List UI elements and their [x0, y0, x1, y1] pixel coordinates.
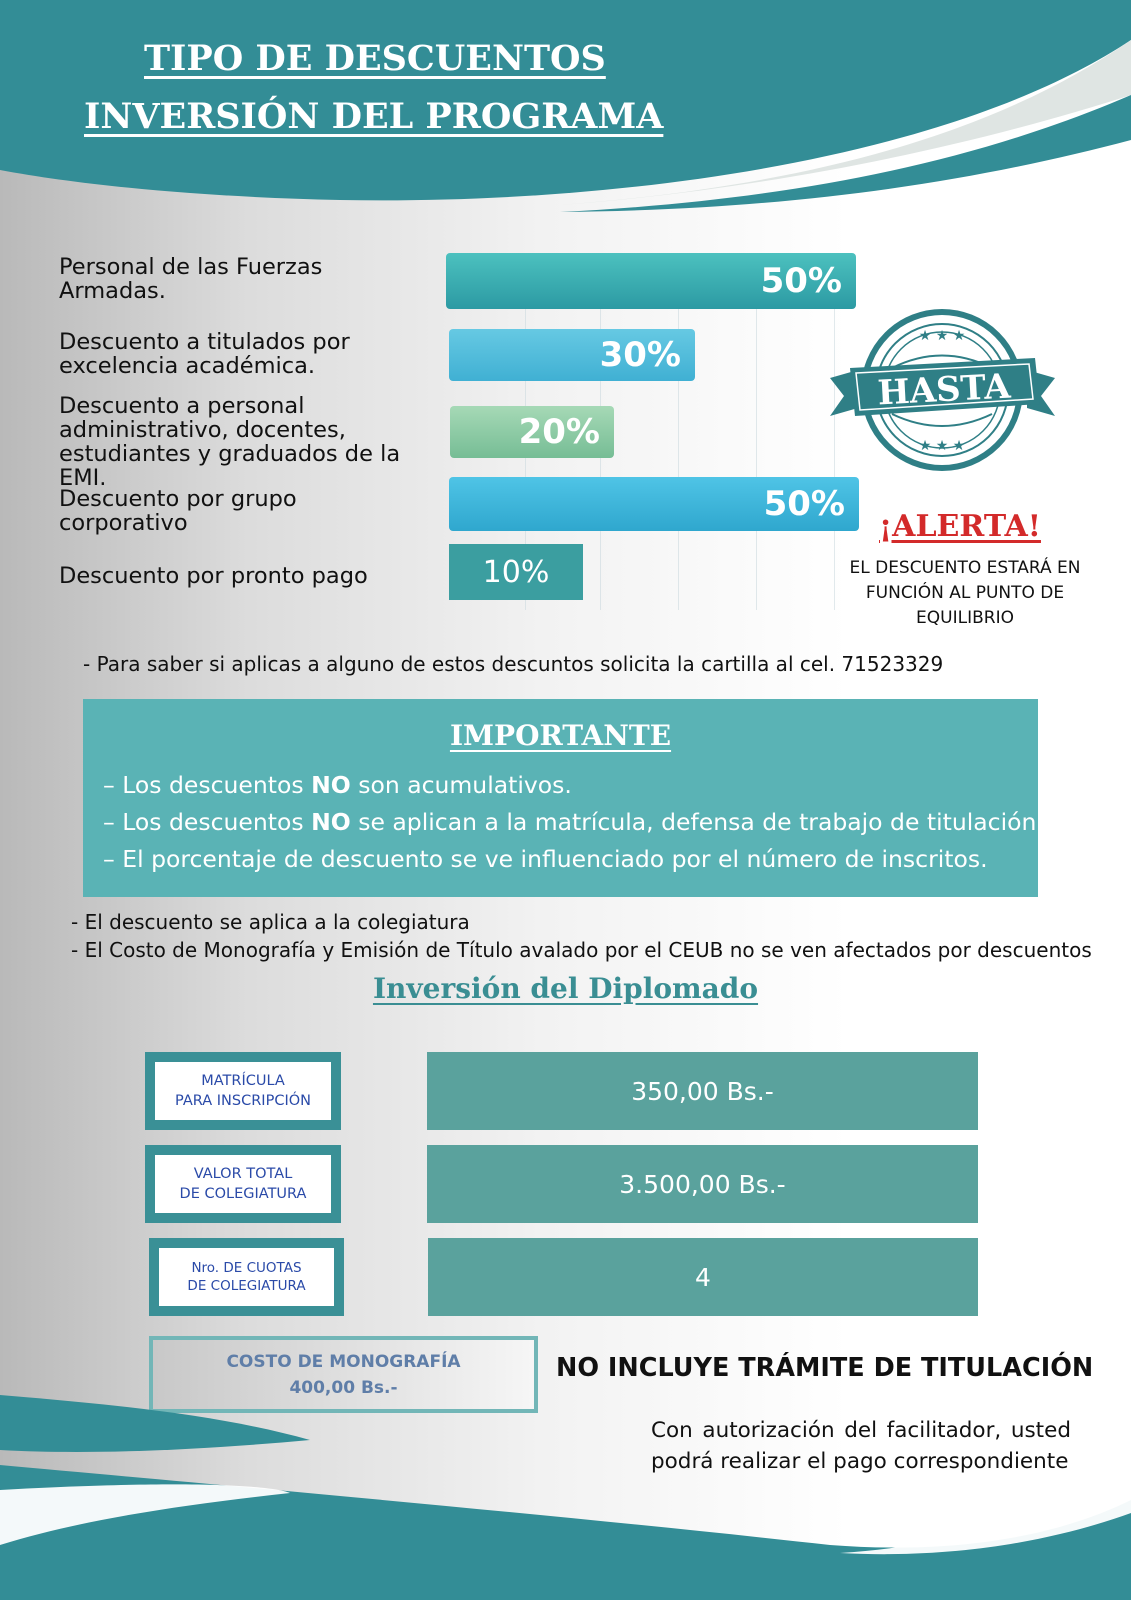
investment-title: Inversión del Diplomado: [372, 972, 759, 1005]
label-line: VALOR TOTAL: [193, 1166, 293, 1182]
installments-label-box: [149, 1238, 344, 1316]
bar-corporate: [449, 477, 859, 531]
bar-value-label: 50%: [763, 484, 845, 524]
svg-text:★ ★ ★: ★ ★ ★: [918, 438, 966, 454]
discount-label-armed-forces: [59, 255, 439, 303]
bar-early-payment: [449, 544, 583, 600]
text-segment: – Los descuentos: [103, 771, 312, 799]
label-line: DE COLEGIATURA: [179, 1186, 307, 1202]
text-segment: – Los descuentos: [103, 808, 312, 836]
alert-line: EL DESCUENTO ESTARÁ EN: [849, 558, 1081, 578]
bar-value-label: 20%: [518, 412, 600, 452]
important-item-not-cumulative: [103, 771, 572, 799]
label-line: PARA INSCRIPCIÓN: [175, 1093, 311, 1109]
monograph-label: COSTO DE MONOGRAFÍA: [226, 1351, 461, 1372]
bar-excellence: [449, 329, 695, 381]
alert-line: EQUILIBRIO: [916, 608, 1014, 628]
chart-gridline: [756, 300, 757, 610]
label-line: Nro. DE CUOTAS: [191, 1260, 302, 1276]
note-monograph: - El Costo de Monografía y Emisión de Título avalado por el CEUB no se ven afectados por descuentos: [71, 938, 1092, 962]
hasta-stamp-icon: [830, 308, 1055, 473]
label-line: Descuento por pronto pago: [59, 563, 368, 589]
bold-segment: NO: [311, 771, 351, 799]
label-line: Descuento a titulados por: [59, 329, 350, 355]
label-inner: [155, 1062, 331, 1120]
text-segment: se aplican a la matrícula, defensa de trabajo de titulación.: [350, 808, 1044, 836]
important-box: [83, 699, 1044, 897]
contact-note: - Para saber si aplicas a alguno de estos descuntos solicita la cartilla al cel. 71523329: [83, 652, 944, 676]
label-line: Descuento por grupo: [59, 486, 297, 512]
alert-line: FUNCIÓN AL PUNTO DE: [865, 583, 1065, 603]
enrollment-label-box: [145, 1052, 341, 1130]
label-inner: [159, 1248, 334, 1306]
discount-label-emi-staff: [59, 394, 439, 490]
label-line: estudiantes y graduados de la EMI.: [59, 441, 401, 491]
bold-segment: NO: [311, 808, 351, 836]
installments-value: 4: [428, 1238, 978, 1316]
important-title: IMPORTANTE: [449, 719, 672, 752]
label-line: Descuento a personal: [59, 393, 305, 419]
note-tuition: - El descuento se aplica a la colegiatura: [71, 910, 470, 934]
monograph-value: 400,00 Bs.-: [289, 1377, 398, 1398]
label-line: Personal de las Fuerzas: [59, 254, 323, 280]
facilitator-line: Con autorización del facilitador, usted: [651, 1418, 1071, 1443]
alert-text: [845, 556, 1085, 631]
bar-armed-forces: [446, 253, 856, 309]
facilitator-line: podrá realizar el pago correspondiente: [651, 1449, 1069, 1474]
title-line-1: TIPO DE DESCUENTOS: [144, 38, 606, 79]
bar-value-label: 10%: [482, 554, 550, 590]
text-segment: son acumulativos.: [350, 771, 572, 799]
no-titling-note: NO INCLUYE TRÁMITE DE TITULACIÓN: [556, 1353, 1094, 1383]
bar-value-label: 50%: [760, 261, 842, 301]
important-item-enrollment-count: – El porcentaje de descuento se ve influenciado por el número de inscritos.: [103, 845, 988, 873]
alert-title: ¡ALERTA!: [879, 509, 1041, 544]
title-line-2: INVERSIÓN DEL PROGRAMA: [84, 96, 664, 137]
label-line: excelencia académica.: [59, 353, 316, 379]
label-line: administrativo, docentes,: [59, 417, 346, 443]
label-line: Armadas.: [59, 278, 166, 304]
bar-emi-staff: [450, 406, 614, 458]
bottom-wave-decoration: [0, 1395, 1131, 1600]
enrollment-value: 350,00 Bs.-: [427, 1052, 978, 1130]
discount-label-early-payment: [59, 564, 439, 588]
label-line: DE COLEGIATURA: [187, 1278, 306, 1294]
stamp-text: HASTA: [876, 366, 1012, 414]
bar-value-label: 30%: [599, 335, 681, 375]
svg-text:★ ★ ★: ★ ★ ★: [918, 328, 966, 344]
discount-label-corporate: [59, 487, 439, 535]
tuition-total-label-box: [145, 1145, 341, 1223]
label-line: MATRÍCULA: [201, 1073, 285, 1089]
tuition-total-value: 3.500,00 Bs.-: [427, 1145, 978, 1223]
important-item-not-enrollment: [103, 808, 1044, 836]
discount-label-excellence: [59, 330, 439, 378]
label-inner: [155, 1155, 331, 1213]
label-line: corporativo: [59, 510, 188, 536]
